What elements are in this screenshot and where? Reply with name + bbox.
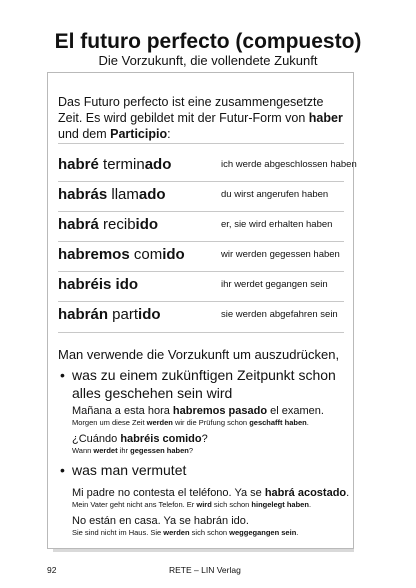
- auxiliary-verb: habrás: [58, 186, 108, 203]
- participle-ending: ido: [138, 306, 161, 323]
- example-text: .: [308, 500, 312, 509]
- example-text: ihr: [117, 446, 131, 455]
- german-translation: sie werden abgefahren sein: [221, 309, 338, 320]
- example-text: el examen.: [267, 405, 324, 417]
- usage-heading: Man verwende die Vorzukunft um auszudrücken,: [58, 347, 340, 362]
- intro-text-3: :: [167, 127, 171, 141]
- example-highlight: werden: [146, 418, 173, 427]
- example-spanish: [72, 432, 352, 446]
- participle-ending: ido: [162, 246, 185, 263]
- german-translation: du wirst angerufen haben: [221, 189, 329, 200]
- page-subtitle: Die Vorzukunft, die vollendete Zukunft: [98, 53, 318, 68]
- participle-stem: recib: [98, 216, 136, 233]
- example-text: .: [296, 528, 299, 537]
- intro-text-2: und dem: [58, 127, 111, 141]
- participle-stem: llam: [107, 186, 139, 203]
- intro-text-1: Das Futuro perfecto ist eine zusammengesetzte Zeit. Es wird gebildet mit der Futur-Form von: [58, 95, 324, 125]
- example-text: wir die Prüfung schon: [172, 418, 250, 427]
- usage-bullet-1: was zu einem zukünftigen Zeitpunkt schon alles geschehen sein wird: [72, 367, 336, 401]
- example-german: [72, 528, 352, 538]
- divider: [58, 143, 344, 144]
- spanish-form: [58, 305, 161, 325]
- example-text: sich schon: [211, 500, 252, 509]
- page-title: El futuro perfecto (compuesto): [54, 30, 362, 53]
- conjugation-row: [58, 215, 348, 237]
- divider: [58, 301, 344, 302]
- example-text: Mañana a esta hora: [72, 405, 173, 417]
- german-translation: er, sie wird erhalten haben: [221, 219, 333, 230]
- example-spanish: [72, 514, 352, 528]
- example-block: [72, 486, 352, 510]
- example-spanish: [72, 486, 352, 500]
- example-text: sich schon: [189, 528, 230, 537]
- example-block: [72, 514, 352, 538]
- example-text: ¿Cuándo: [72, 433, 121, 445]
- divider: [58, 211, 344, 212]
- divider: [58, 332, 344, 333]
- auxiliary-verb: habremos: [58, 246, 130, 263]
- example-text: .: [306, 418, 309, 427]
- conjugation-row: [58, 305, 348, 327]
- german-translation: ich werde abgeschlossen haben: [221, 159, 357, 170]
- participle-ending: ado: [144, 156, 172, 173]
- german-translation: wir werden gegessen haben: [221, 249, 340, 260]
- participle-ending: ido: [135, 216, 159, 233]
- bullet-icon: •: [60, 462, 65, 478]
- participle-ending: ido: [115, 276, 139, 293]
- participle-stem: com: [129, 246, 163, 263]
- example-highlight: weggegangen sein: [229, 528, 297, 537]
- example-german: [72, 500, 352, 510]
- divider: [58, 271, 344, 272]
- conjugation-row: [58, 155, 357, 177]
- usage-bullet-2: was man vermutet: [72, 462, 187, 478]
- auxiliary-verb: habré: [58, 156, 99, 173]
- example-spanish: [72, 404, 352, 418]
- example-highlight: gegessen haben: [130, 446, 189, 455]
- example-block: [72, 404, 352, 428]
- spanish-form: [58, 155, 171, 175]
- example-block: [72, 432, 352, 456]
- conjugation-row: [58, 275, 348, 297]
- spanish-form: [58, 275, 138, 295]
- german-translation: ihr werdet gegangen sein: [221, 279, 328, 290]
- example-highlight: werdet: [93, 446, 118, 455]
- bullet-icon: •: [60, 367, 65, 383]
- participle-stem: part: [108, 306, 139, 323]
- example-text: Wann: [72, 446, 94, 455]
- participle-stem: termin: [98, 156, 145, 173]
- example-highlight: habréis comido: [120, 433, 202, 445]
- conjugation-row: [58, 245, 348, 267]
- auxiliary-verb: habréis: [58, 276, 112, 293]
- example-text: ?: [188, 446, 194, 455]
- auxiliary-verb: habrán: [58, 306, 109, 323]
- publisher-credit: RETE – LIN Verlag: [169, 565, 241, 575]
- example-text: No están en casa. Ya se habrán ido.: [72, 515, 249, 527]
- example-german: [72, 446, 352, 456]
- spanish-form: [58, 245, 185, 265]
- example-german: [72, 418, 352, 428]
- example-highlight: wird: [196, 500, 212, 509]
- example-highlight: werden: [163, 528, 190, 537]
- example-highlight: habrá acostado: [264, 487, 347, 499]
- page-number: 92: [47, 565, 57, 575]
- conjugation-row: [58, 185, 348, 207]
- divider: [58, 181, 344, 182]
- example-text: ?: [201, 433, 208, 445]
- auxiliary-verb: habrá: [58, 216, 99, 233]
- example-highlight: habremos pasado: [172, 405, 268, 417]
- intro-bold-haber: haber: [308, 111, 343, 125]
- example-text: Mi padre no contesta el teléfono. Ya se: [72, 487, 265, 499]
- intro-paragraph: [58, 94, 348, 142]
- spanish-form: [58, 215, 158, 235]
- example-text: Morgen um diese Zeit: [72, 418, 147, 427]
- example-text: Mein Vater geht nicht ans Telefon. Er: [72, 500, 197, 509]
- spanish-form: [58, 185, 166, 205]
- example-text: Sie sind nicht im Haus. Sie: [72, 528, 164, 537]
- intro-bold-participio: Participio: [110, 127, 168, 141]
- example-highlight: hingelegt haben: [251, 500, 309, 509]
- example-text: .: [346, 487, 350, 499]
- example-highlight: geschafft haben: [249, 418, 307, 427]
- participle-ending: ado: [138, 186, 166, 203]
- divider: [58, 241, 344, 242]
